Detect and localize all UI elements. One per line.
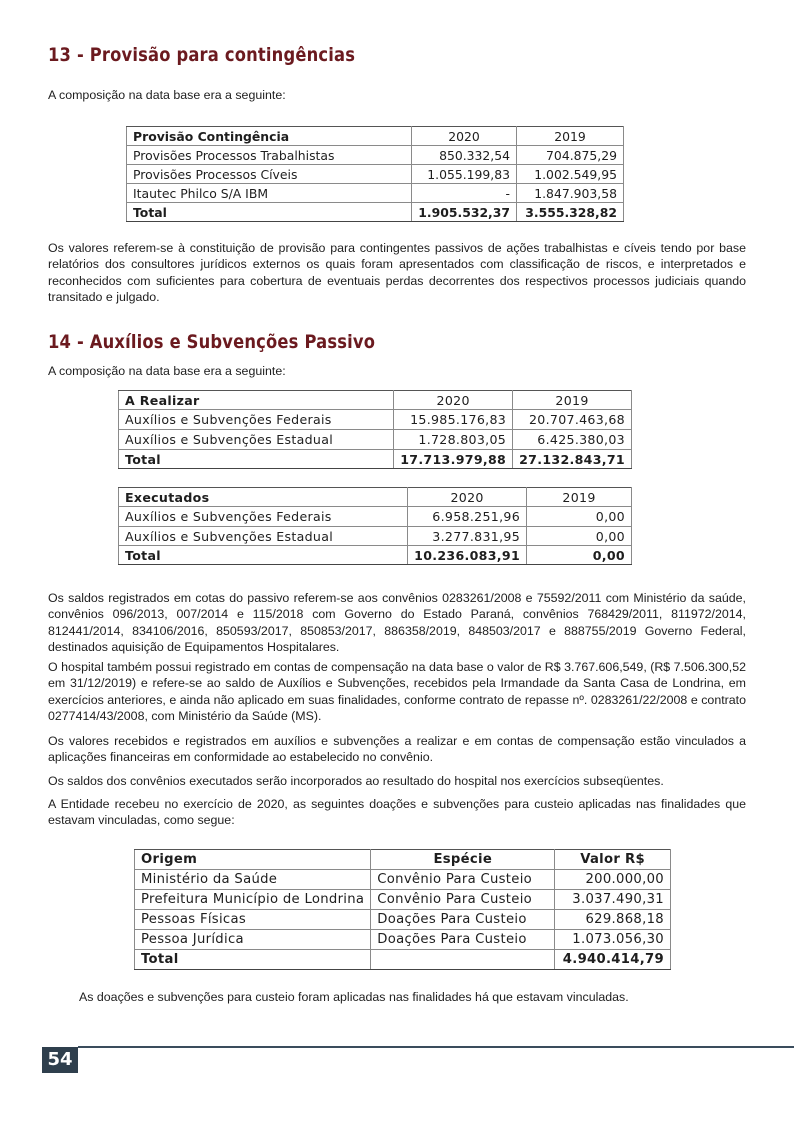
row-label: Itautec Philco S/A IBM (127, 184, 412, 203)
table-row (119, 410, 632, 430)
provisao-table (126, 126, 624, 222)
row-label: Provisões Processos Cíveis (127, 165, 412, 184)
header-cell: 2019 (527, 488, 632, 507)
valor-cell: 629.868,18 (555, 910, 671, 930)
section-14-intro: A composição na data base era a seguinte: (48, 364, 286, 378)
table-row (119, 430, 632, 450)
origem-cell: Prefeitura Município de Londrina (135, 890, 371, 910)
total-valor: 4.940.414,79 (555, 950, 671, 970)
table-row (119, 527, 632, 546)
header-cell: 2019 (513, 391, 632, 410)
value-2020: - (412, 184, 517, 203)
total-label: Total (119, 450, 394, 469)
section-13-paragraph: Os valores referem-se à constituição de provisão para contingentes passivos de ações trabalhistas e cíveis tendo por base relatórios dos consultores jurídicos externos os quais foram apresentados com classificação de riscos, e interpretados e reconhecidos com suficientes para cobertura de eventuais perdas decorrentes dos respectivos processos judiciais quando transitado e julgado. (48, 241, 746, 305)
value-2020: 850.332,54 (412, 146, 517, 165)
header-cell: 2020 (412, 127, 517, 146)
total-2020: 17.713.979,88 (394, 450, 513, 469)
total-label: Total (127, 203, 412, 222)
table-row (135, 910, 671, 930)
value-2019: 20.707.463,68 (513, 410, 632, 430)
header-cell: Executados (119, 488, 408, 507)
table-header-row (135, 850, 671, 870)
value-2020: 6.958.251,96 (408, 507, 527, 527)
total-row (119, 546, 632, 565)
executados-table (118, 487, 632, 565)
row-label: Provisões Processos Trabalhistas (127, 146, 412, 165)
value-2019: 1.847.903,58 (517, 184, 624, 203)
paragraph-aplicacoes: Os valores recebidos e registrados em auxílios e subvenções a realizar e em contas de compensação estão vinculados a aplicações financeiras em conformidade ao estabelecido no convênio. (48, 734, 746, 765)
value-2019: 0,00 (527, 527, 632, 546)
table-row (135, 890, 671, 910)
total-row (127, 203, 624, 222)
footer-rule (78, 1046, 794, 1048)
value-2020: 15.985.176,83 (394, 410, 513, 430)
total-2019: 27.132.843,71 (513, 450, 632, 469)
header-cell: A Realizar (119, 391, 394, 410)
total-label: Total (119, 546, 408, 565)
header-cell: Valor R$ (555, 850, 671, 870)
valor-cell: 3.037.490,31 (555, 890, 671, 910)
row-label: Auxílios e Subvenções Estadual (119, 430, 394, 450)
header-cell: Origem (135, 850, 371, 870)
header-cell: 2020 (408, 488, 527, 507)
doacoes-table (134, 849, 671, 970)
valor-cell: 200.000,00 (555, 870, 671, 890)
paragraph-saldos: Os saldos registrados em cotas do passivo referem-se aos convênios 0283261/2008 e 75592/2011 com Ministério da saúde, convênios 096/2013, 007/2014 e 115/2018 com Governo do Estado Paraná, convênios 768429/2011, 811972/2014, 812441/2014, 834106/2016, 850593/2017, 850853/2017, 886358/2019, 848503/2017 e 888755/2019 Governo Federal, destinados aquisição de Equipamentos Hospitalares. (48, 591, 746, 655)
table-row (135, 930, 671, 950)
especie-cell: Doações Para Custeio (371, 930, 555, 950)
total-2020: 10.236.083,91 (408, 546, 527, 565)
paragraph-incorporados: Os saldos dos convênios executados serão incorporados ao resultado do hospital nos exercícios subseqüentes. (48, 774, 664, 788)
table-row (127, 165, 624, 184)
total-row (119, 450, 632, 469)
row-label: Auxílios e Subvenções Estadual (119, 527, 408, 546)
total-2019: 3.555.328,82 (517, 203, 624, 222)
row-label: Auxílios e Subvenções Federais (119, 507, 408, 527)
header-cell: 2020 (394, 391, 513, 410)
total-label: Total (135, 950, 371, 970)
section-13-intro: A composição na data base era a seguinte: (48, 88, 286, 102)
paragraph-doacoes: A Entidade recebeu no exercício de 2020, as seguintes doações e subvenções para custeio aplicadas nas finalidades que estavam vinculadas, como segue: (48, 797, 746, 828)
total-empty (371, 950, 555, 970)
especie-cell: Convênio Para Custeio (371, 870, 555, 890)
header-cell: 2019 (517, 127, 624, 146)
closing-paragraph: As doações e subvenções para custeio foram aplicadas nas finalidades há que estavam vinculadas. (79, 990, 629, 1004)
section-14-title: 14 - Auxílios e Subvenções Passivo (48, 331, 376, 353)
value-2019: 704.875,29 (517, 146, 624, 165)
total-2019: 0,00 (527, 546, 632, 565)
table-row (135, 870, 671, 890)
total-row (135, 950, 671, 970)
value-2020: 1.728.803,05 (394, 430, 513, 450)
especie-cell: Doações Para Custeio (371, 910, 555, 930)
origem-cell: Pessoas Físicas (135, 910, 371, 930)
table-header-row (119, 391, 632, 410)
a-realizar-table (118, 390, 632, 469)
table-header-row (119, 488, 632, 507)
value-2019: 1.002.549,95 (517, 165, 624, 184)
table-row (127, 146, 624, 165)
especie-cell: Convênio Para Custeio (371, 890, 555, 910)
origem-cell: Pessoa Jurídica (135, 930, 371, 950)
table-row (127, 184, 624, 203)
row-label: Auxílios e Subvenções Federais (119, 410, 394, 430)
origem-cell: Ministério da Saúde (135, 870, 371, 890)
section-13-title: 13 - Provisão para contingências (48, 44, 356, 66)
header-cell: Provisão Contingência (127, 127, 412, 146)
paragraph-compensacao: O hospital também possui registrado em contas de compensação na data base o valor de R$ 3.767.606,549, (R$ 7.506.300,52 em 31/12/2019) e refere-se ao saldo de Auxílios e Subvenções, recebidos pela Irmandade da Santa Casa de Londrina, em exercícios anteriores, e ainda não aplicado em suas finalidades, conforme contrato de repasse nº. 0283261/22/2008 e contrato 0277414/43/2008, com Ministério da Saúde (MS). (48, 660, 746, 724)
table-row (119, 507, 632, 527)
value-2019: 6.425.380,03 (513, 430, 632, 450)
table-header-row (127, 127, 624, 146)
value-2020: 1.055.199,83 (412, 165, 517, 184)
value-2019: 0,00 (527, 507, 632, 527)
valor-cell: 1.073.056,30 (555, 930, 671, 950)
total-2020: 1.905.532,37 (412, 203, 517, 222)
header-cell: Espécie (371, 850, 555, 870)
page-number: 54 (42, 1047, 78, 1073)
value-2020: 3.277.831,95 (408, 527, 527, 546)
